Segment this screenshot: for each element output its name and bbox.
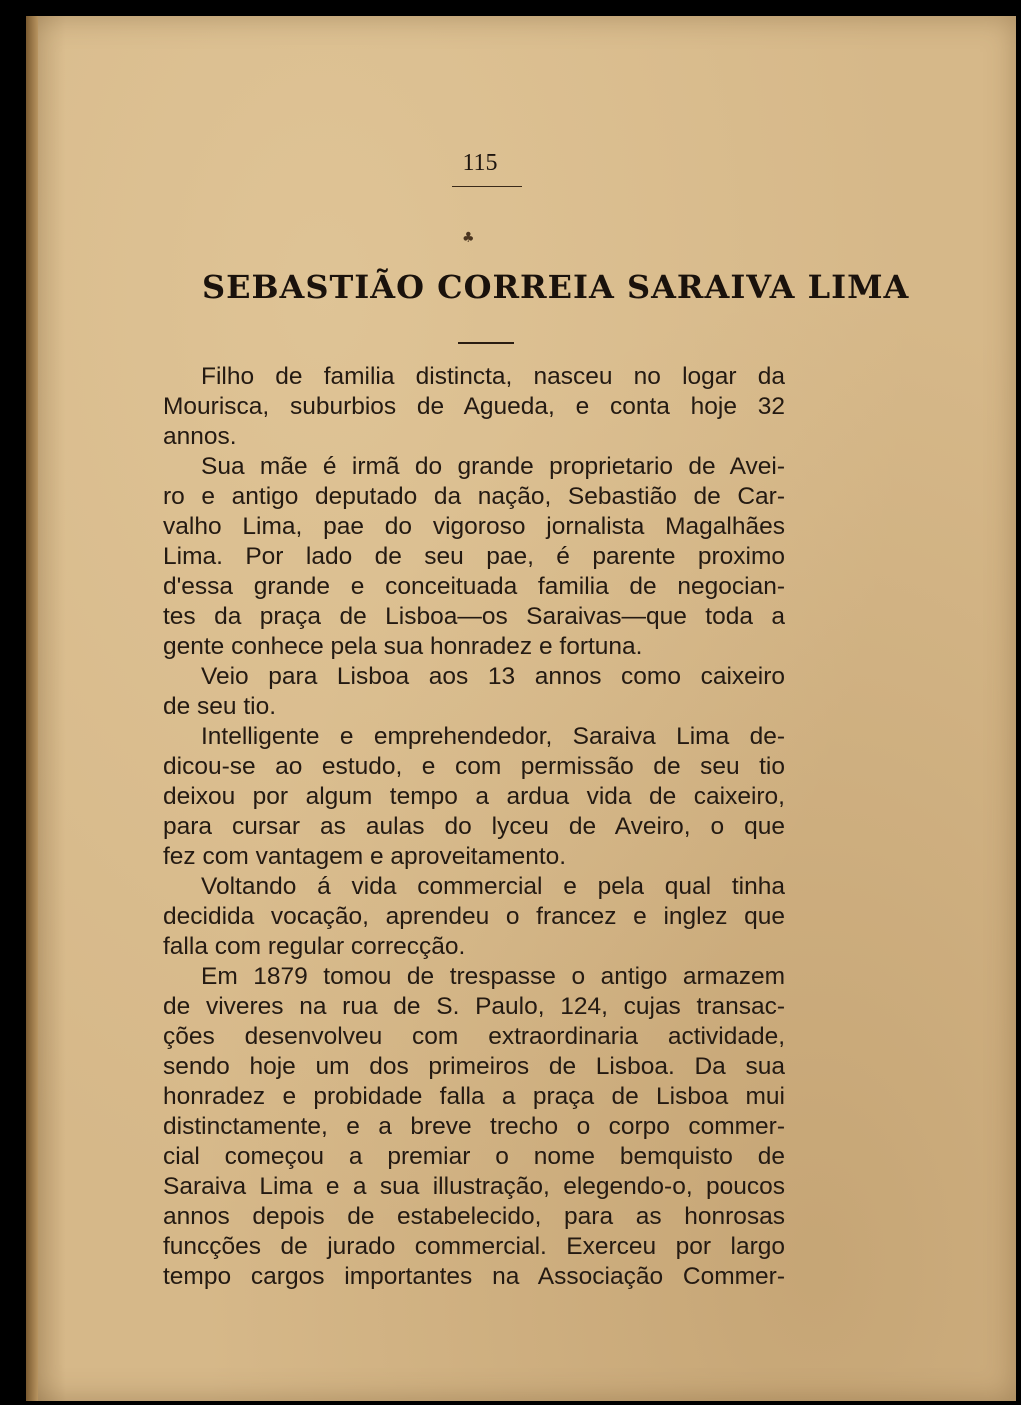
text-line: fez com vantagem e aproveitamento.: [163, 843, 567, 870]
text-line: deixou por algum tempo a ardua vida de caixeiro,: [163, 783, 785, 810]
text-line: distinctamente, e a breve trecho o corpo commer-: [163, 1113, 785, 1140]
text-line: para cursar as aulas do lyceu de Aveiro, o que: [163, 813, 785, 840]
text-line: honradez e probidade falla a praça de Lisboa mui: [163, 1083, 785, 1110]
page-number: 115: [462, 150, 498, 176]
text-line: Filho de familia distincta, nasceu no logar da: [201, 363, 785, 390]
text-line: Lima. Por lado de seu pae, é parente proximo: [163, 543, 785, 570]
text-line: tempo cargos importantes na Associação Commer-: [163, 1263, 785, 1290]
text-line: de viveres na rua de S. Paulo, 124, cujas transac-: [163, 993, 785, 1020]
text-line: ro e antigo deputado da nação, Sebastião de Car-: [163, 483, 785, 510]
text-line: Intelligente e emprehendedor, Saraiva Lima de-: [201, 723, 785, 750]
text-line: Mourisca, suburbios de Agueda, e conta hoje 32: [163, 393, 785, 420]
body-text: [163, 362, 785, 1292]
text-line: valho Lima, pae do vigoroso jornalista Magalhães: [163, 513, 785, 540]
text-line: annos.: [163, 423, 237, 450]
text-line: annos depois de estabelecido, para as honrosas: [163, 1203, 785, 1230]
text-line: Sua mãe é irmã do grande proprietario de Avei-: [201, 453, 785, 480]
text-line: dicou-se ao estudo, e com permissão de seu tio: [163, 753, 785, 780]
text-line: Veio para Lisboa aos 13 annos como caixeiro: [201, 663, 785, 690]
text-line: d'essa grande e conceituada familia de negocian-: [163, 573, 785, 600]
text-line: decidida vocação, aprendeu o francez e inglez que: [163, 903, 785, 930]
text-line: de seu tio.: [163, 693, 277, 720]
heading-divider: [458, 342, 514, 344]
text-line: falla com regular correcção.: [163, 933, 466, 960]
text-line: tes da praça de Lisboa—os Saraivas—que toda a: [163, 603, 785, 630]
text-line: Saraiva Lima e a sua illustração, elegendo-o, poucos: [163, 1173, 785, 1200]
text-line: Voltando á vida commercial e pela qual tinha: [201, 873, 785, 900]
page-number-rule: [452, 186, 522, 187]
text-line: cial começou a premiar o nome bemquisto de: [163, 1143, 785, 1170]
text-line: Em 1879 tomou de trespasse o antigo armazem: [201, 963, 785, 990]
text-line: gente conhece pela sua honradez e fortuna.: [163, 633, 643, 660]
page-gutter: [26, 16, 38, 1401]
ornament-icon: ♣: [462, 230, 475, 246]
text-line: sendo hoje um dos primeiros de Lisboa. Da sua: [163, 1053, 785, 1080]
text-line: funcções de jurado commercial. Exerceu por largo: [163, 1233, 785, 1260]
chapter-heading: SEBASTIÃO CORREIA SARAIVA LIMA: [202, 268, 910, 306]
text-line: ções desenvolveu com extraordinaria actividade,: [163, 1023, 785, 1050]
